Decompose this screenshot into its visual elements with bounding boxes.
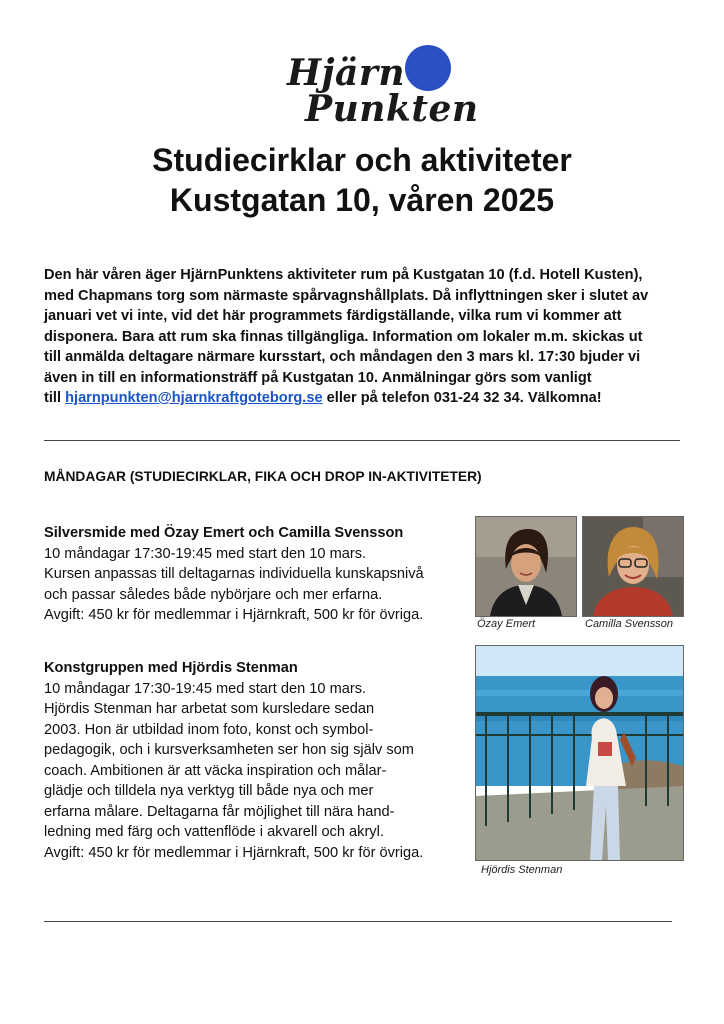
page-title-line1: Studiecirklar och aktiviteter: [152, 142, 572, 178]
intro-line: Den här våren äger HjärnPunktens aktiviteter rum på Kustgatan 10 (f.d. Hotell Kusten),: [44, 267, 643, 283]
caption-ozay-emert: Özay Emert: [477, 618, 536, 630]
portrait-camilla-icon: [583, 517, 683, 616]
intro-paragraph: [44, 265, 684, 409]
course-line: Kursen anpassas till deltagarnas individuella kunskapsnivå: [44, 566, 424, 582]
course-line: 10 måndagar 17:30-19:45 med start den 10 mars.: [44, 545, 367, 562]
course-line: Hjördis Stenman har arbetat som kursledare sedan: [44, 701, 375, 717]
caption-camilla-svensson: Camilla Svensson: [585, 618, 674, 630]
intro-line-last: [44, 388, 684, 409]
portrait-hjordis-icon: [476, 646, 683, 860]
photo-hjordis-stenman: [475, 645, 684, 861]
portrait-ozay-icon: [476, 517, 576, 616]
intro-line: med Chapmans torg som närmaste spårvagnshållplats. Då inflyttningen sker i slutet av: [44, 287, 649, 304]
course-line: Avgift: 450 kr för medlemmar i Hjärnkraft, 500 kr för övriga.: [44, 607, 424, 623]
course-line: 2003. Hon är utbildad inom foto, konst och symbol-: [44, 721, 374, 738]
photo-ozay-emert: [475, 516, 577, 617]
intro-line: disponera. Bara att rum ska finnas tillgängliga. Information om lokaler m.m. skickas ut: [44, 328, 643, 345]
logo-dot-icon: [405, 45, 451, 91]
divider-bottom: [44, 921, 672, 922]
logo-text-line2: Punkten: [305, 88, 479, 130]
divider-top: [44, 440, 680, 441]
intro-line: januari vet vi inte, vid det här programmets färdigställande, vilka rum vi kommer att: [44, 308, 622, 324]
intro-line: även in till en informationsträff på Kustgatan 10. Anmälningar görs som vanligt: [44, 369, 592, 386]
course-line: ledning med färg och vattenflöde i akvarell och akryl.: [44, 824, 384, 840]
intro-last-prefix: till: [44, 390, 66, 406]
course-title: Konstgruppen med Hjördis Stenman: [44, 660, 298, 676]
email-link[interactable]: hjarnpunkten@hjarnkraftgoteborg.se: [65, 390, 323, 406]
photo-camilla-svensson: [582, 516, 684, 617]
page-title-line2: Kustgatan 10, våren 2025: [169, 182, 555, 218]
course-silversmide: [44, 523, 424, 626]
logo: [0, 40, 724, 136]
intro-line: till anmälda deltagare närmare kursstart, och måndagen den 3 mars kl. 17:30 bjuder vi: [44, 349, 641, 365]
caption-hjordis-stenman: Hjördis Stenman: [481, 864, 563, 876]
course-line: pedagogik, och i kursverksamheten ser hon sig själv som: [44, 742, 414, 758]
course-line: erfarna målare. Deltagarna får möjlighet till nära hand-: [44, 803, 395, 820]
course-line: och passar således både nybörjare och mer erfarna.: [44, 586, 383, 603]
page-title: [0, 140, 724, 220]
section-heading: MÅNDAGAR (STUDIECIRKLAR, FIKA OCH DROP IN-AKTIVITETER): [44, 469, 482, 484]
course-line: Avgift: 450 kr för medlemmar i Hjärnkraft, 500 kr för övriga.: [44, 844, 424, 861]
course-title: Silversmide med Özay Emert och Camilla Svensson: [44, 525, 404, 541]
course-line: glädje och tilldela nya verktyg till både nya och mer: [44, 783, 374, 799]
course-line: 10 måndagar 17:30-19:45 med start den 10 mars.: [44, 680, 367, 697]
intro-last-suffix: eller på telefon 031-24 32 34. Välkomna!: [322, 390, 602, 406]
logo-text-line1: Hjärn: [287, 52, 406, 94]
course-line: coach. Ambitionen är att väcka inspiration och målar-: [44, 762, 387, 779]
course-konstgruppen: [44, 658, 423, 863]
